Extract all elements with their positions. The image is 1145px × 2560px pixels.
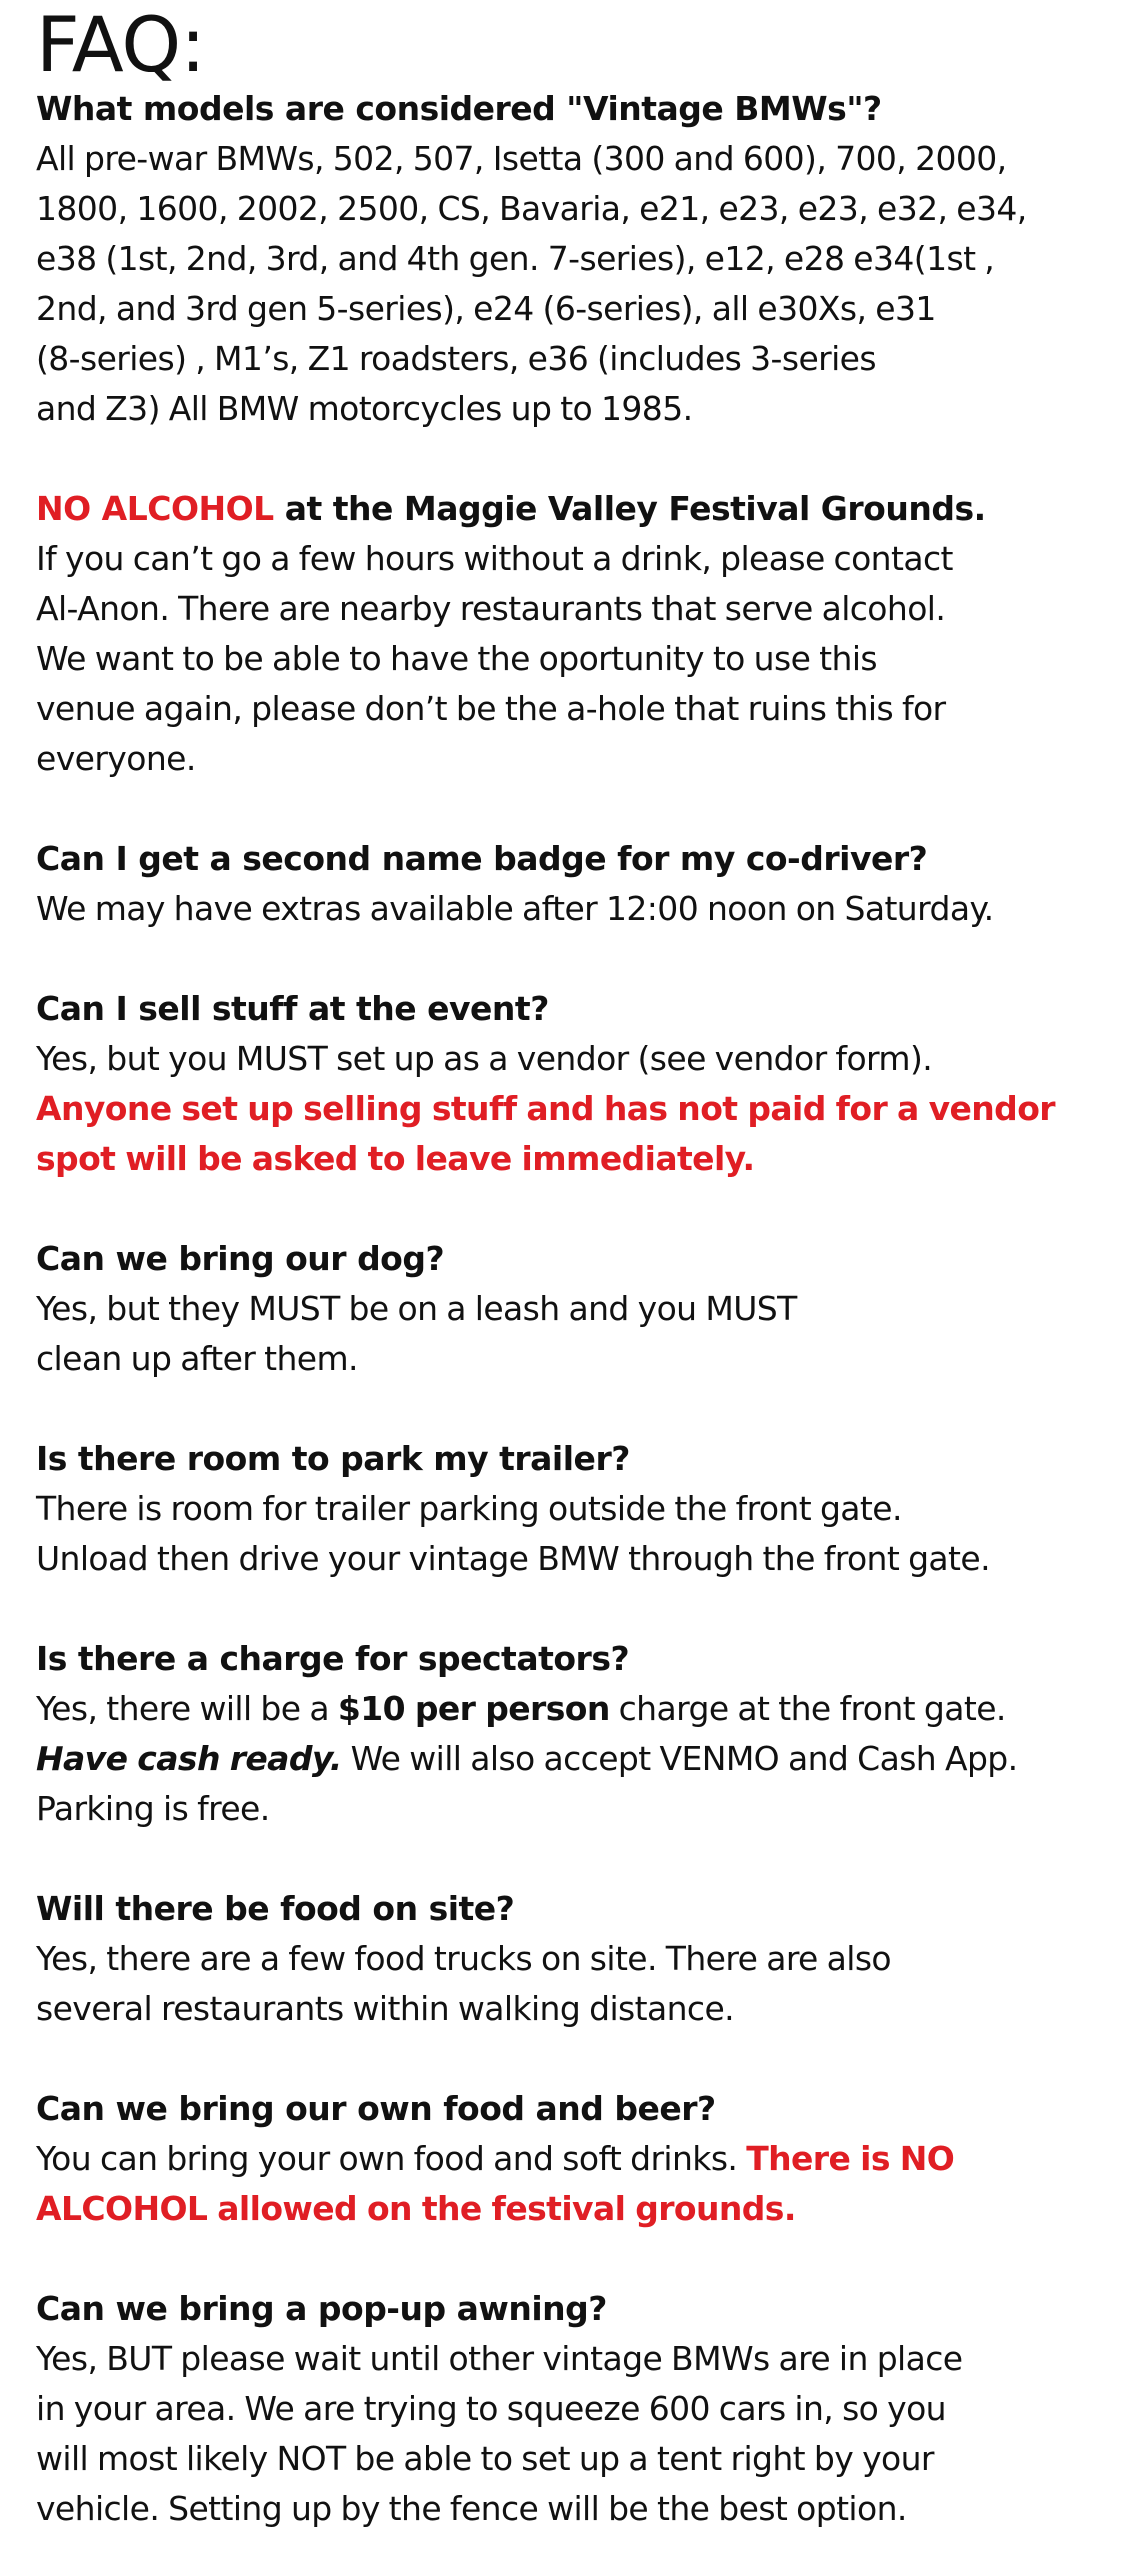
faq-item-no-alcohol — [36, 484, 1115, 784]
answer-text: You can bring your own food and soft drinks. — [36, 2139, 747, 2178]
answer-line: several restaurants within walking distance. — [36, 1989, 735, 2028]
answer-line: All pre-war BMWs, 502, 507, Isetta (300 and 600), 700, 2000, — [36, 139, 1007, 178]
page-title: FAQ: — [36, 0, 205, 89]
answer-line: If you can’t go a few hours without a drink, please contact — [36, 539, 953, 578]
faq-item-own-food — [36, 2084, 1115, 2234]
faq-question: Can we bring our own food and beer? — [36, 2089, 716, 2128]
faq-question: Is there room to park my trailer? — [36, 1439, 630, 1478]
answer-line: 2nd, and 3rd gen 5-series), e24 (6-series), all e30Xs, e31 — [36, 289, 936, 328]
answer-line: clean up after them. — [36, 1339, 358, 1378]
faq-answer — [36, 1284, 1115, 1384]
faq-question: Can we bring our dog? — [36, 1239, 445, 1278]
answer-line: Yes, BUT please wait until other vintage BMWs are in place — [36, 2339, 963, 2378]
faq-item-vintage-models — [36, 84, 1115, 434]
faq-answer — [36, 1034, 1115, 1184]
faq-question: Can we bring a pop-up awning? — [36, 2289, 607, 2328]
faq-item-trailer — [36, 1434, 1115, 1584]
alcohol-warning-label: NO ALCOHOL — [36, 489, 274, 528]
answer-line: 1800, 1600, 2002, 2500, CS, Bavaria, e21, e23, e23, e32, e34, — [36, 189, 1027, 228]
answer-text: We will also accept VENMO and Cash App. — [341, 1739, 1018, 1778]
answer-line: We want to be able to have the oportunity to use this — [36, 639, 877, 678]
vendor-warning-line: Anyone set up selling stuff and has not paid for a vendor — [36, 1089, 1055, 1128]
faq-item-awning — [36, 2284, 1115, 2534]
faq-item-dog — [36, 1234, 1115, 1384]
faq-answer — [36, 1684, 1115, 1834]
answer-line: (8-series) , M1’s, Z1 roadsters, e36 (includes 3-series — [36, 339, 876, 378]
faq-answer — [36, 884, 1115, 934]
alcohol-warning-text: ALCOHOL allowed on the festival grounds. — [36, 2189, 796, 2228]
faq-question: Can I get a second name badge for my co-driver? — [36, 839, 928, 878]
faq-question: What models are considered "Vintage BMWs"? — [36, 89, 882, 128]
answer-line: Yes, but they MUST be on a leash and you MUST — [36, 1289, 797, 1328]
answer-line: will most likely NOT be able to set up a tent right by your — [36, 2439, 934, 2478]
faq-answer — [36, 1484, 1115, 1584]
faq-answer — [36, 134, 1115, 434]
answer-line: Yes, there are a few food trucks on site. There are also — [36, 1939, 892, 1978]
faq-item-food-on-site — [36, 1884, 1115, 2034]
faq-answer — [36, 2334, 1115, 2534]
faq-item-spectator-charge — [36, 1634, 1115, 1834]
answer-line: Unload then drive your vintage BMW through the front gate. — [36, 1539, 990, 1578]
answer-line: and Z3) All BMW motorcycles up to 1985. — [36, 389, 693, 428]
price-text: $10 per person — [337, 1689, 610, 1728]
faq-answer — [36, 534, 1115, 784]
faq-question: Will there be food on site? — [36, 1889, 515, 1928]
answer-line: vehicle. Setting up by the fence will be the best option. — [36, 2489, 907, 2528]
faq-item-name-badge — [36, 834, 1115, 934]
answer-line: e38 (1st, 2nd, 3rd, and 4th gen. 7-series), e12, e28 e34(1st , — [36, 239, 995, 278]
answer-line: Yes, but you MUST set up as a vendor (see vendor form). — [36, 1039, 933, 1078]
faq-answer — [36, 2134, 1115, 2234]
faq-question: Is there a charge for spectators? — [36, 1639, 630, 1678]
answer-line: Parking is free. — [36, 1789, 270, 1828]
answer-line: Al-Anon. There are nearby restaurants that serve alcohol. — [36, 589, 946, 628]
answer-line: venue again, please don’t be the a-hole that ruins this for — [36, 689, 946, 728]
faq-question: Can I sell stuff at the event? — [36, 989, 549, 1028]
answer-text: Yes, there will be a — [36, 1689, 338, 1728]
cash-ready-text: Have cash ready. — [36, 1739, 342, 1778]
question-text: at the Maggie Valley Festival Grounds. — [273, 489, 986, 528]
answer-line: There is room for trailer parking outside the front gate. — [36, 1489, 902, 1528]
vendor-warning-line: spot will be asked to leave immediately. — [36, 1139, 755, 1178]
answer-text: charge at the front gate. — [609, 1689, 1006, 1728]
answer-line: We may have extras available after 12:00 noon on Saturday. — [36, 889, 994, 928]
answer-line: in your area. We are trying to squeeze 600 cars in, so you — [36, 2389, 946, 2428]
alcohol-warning-text: There is NO — [746, 2139, 955, 2178]
answer-line: everyone. — [36, 739, 196, 778]
faq-answer — [36, 1934, 1115, 2034]
faq-item-sell-stuff — [36, 984, 1115, 1184]
faq-question — [36, 484, 1115, 534]
